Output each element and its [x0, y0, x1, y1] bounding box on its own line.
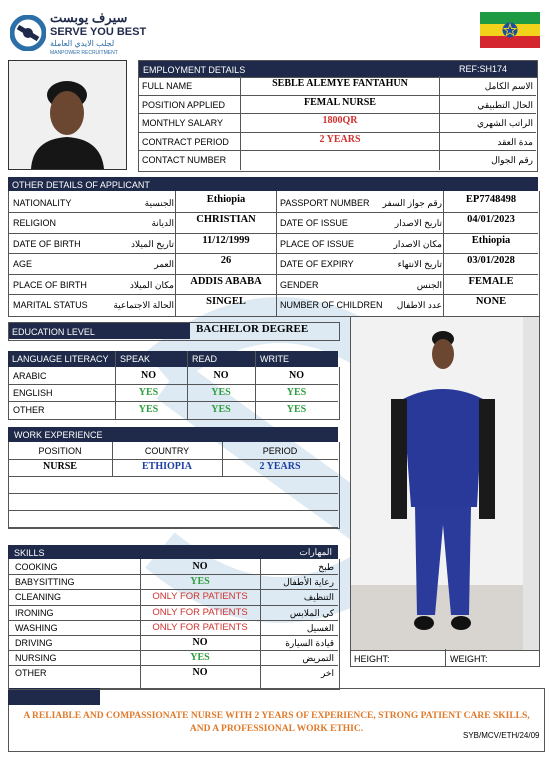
employment-value: SEBLE ALEMYE FANTAHUN: [272, 78, 408, 89]
employment-label-arabic: الحال التطبيقي: [477, 99, 533, 110]
language-name: OTHER: [13, 405, 45, 415]
other-details-header: [8, 177, 538, 191]
language-column-header: SPEAK: [120, 354, 151, 364]
summary-header-bar: [8, 688, 100, 705]
work-period: 2 YEARS: [259, 461, 301, 472]
other-label: GENDER: [280, 279, 319, 290]
employment-label: POSITION APPLIED: [142, 99, 226, 110]
language-column-header: WRITE: [260, 354, 289, 364]
other-value: EP7748498: [465, 194, 517, 205]
other-label-arabic: تاريخ الميلاد: [131, 238, 174, 249]
skill-value: YES: [190, 652, 210, 664]
employment-value: FEMAL NURSE: [304, 96, 376, 108]
weight-label: WEIGHT:: [450, 654, 488, 664]
skill-name: OTHER: [15, 668, 47, 679]
flag-emblem-icon: [502, 22, 518, 38]
other-value: 04/01/2023: [467, 214, 515, 226]
language-read-value: YES: [211, 387, 231, 398]
education-value: BACHELOR DEGREE: [196, 323, 309, 335]
other-label-arabic: تاريخ الاصدار: [394, 218, 442, 229]
employment-value: 1800QR: [322, 115, 358, 127]
other-label-arabic: مكان الاصدار: [393, 238, 442, 249]
summary-text: A RELIABLE AND COMPASSIONATE NURSE WITH 2 YEARS OF EXPERIENCE, STRONG PATIENT CARE SKILLS, AND A PROFESSIONAL WORK ETHIC.: [23, 711, 530, 734]
skill-name: IRONING: [15, 607, 54, 618]
other-label: DATE OF EXPIRY: [280, 259, 354, 270]
employment-label: MONTHLY SALARY: [142, 118, 224, 129]
other-label-arabic: عدد الاطفال: [396, 300, 442, 310]
language-name: ARABIC: [13, 371, 47, 381]
applicant-portrait-photo: [8, 60, 127, 170]
other-value: 03/01/2028: [467, 255, 515, 267]
logo-arabic: سيرف يوبست: [50, 10, 128, 25]
work-experience-header: [8, 427, 338, 442]
skill-name: CLEANING: [15, 592, 62, 603]
other-label: NUMBER OF CHILDREN: [280, 300, 383, 310]
skill-value: NO: [192, 637, 208, 648]
language-read-value: NO: [213, 370, 229, 381]
skills-header: [8, 545, 338, 559]
skill-name: WASHING: [15, 622, 58, 633]
employment-title: EMPLOYMENT DETAILS: [143, 65, 246, 75]
other-label: DATE OF BIRTH: [13, 238, 81, 249]
language-column-header: LANGUAGE LITERACY: [12, 354, 109, 364]
ethiopia-flag: [480, 12, 540, 48]
language-write-value: NO: [289, 370, 304, 381]
employment-value: 2 YEARS: [319, 133, 361, 145]
logo-english: SERVE YOU BEST: [50, 26, 147, 38]
skill-value: ONLY FOR PATIENTS: [152, 591, 248, 603]
language-column-header: READ: [192, 354, 218, 364]
other-value: CHRISTIAN: [196, 214, 256, 226]
skill-name: BABYSITTING: [15, 577, 75, 588]
skill-value: NO: [192, 667, 208, 679]
skill-name-arabic: طبخ: [318, 562, 334, 572]
skills-title: SKILLS: [14, 548, 45, 558]
other-label: AGE: [13, 259, 33, 270]
other-label-arabic: رقم جواز السفر: [382, 198, 442, 208]
other-details-title: OTHER DETAILS OF APPLICANT: [12, 180, 150, 190]
height-label: HEIGHT:: [354, 654, 390, 664]
other-value: 26: [220, 255, 232, 267]
language-read-value: YES: [211, 404, 231, 415]
language-speak-value: YES: [138, 387, 159, 398]
skill-name-arabic: قيادة السيارة: [285, 638, 334, 648]
skill-value: NO: [192, 561, 208, 572]
employment-label-arabic: مدة العقد: [497, 136, 533, 147]
language-write-value: YES: [286, 387, 307, 398]
other-label-arabic: تاريخ الانتهاء: [397, 259, 442, 270]
employment-label: CONTACT NUMBER: [142, 155, 227, 166]
employment-label-arabic: رقم الجوال: [491, 155, 533, 166]
other-value: FEMALE: [468, 275, 514, 287]
education-label: EDUCATION LEVEL: [12, 327, 95, 337]
other-label: PASSPORT NUMBER: [280, 198, 370, 208]
other-label: PLACE OF ISSUE: [280, 238, 355, 249]
work-experience-title: WORK EXPERIENCE: [14, 430, 103, 440]
employment-label: CONTRACT PERIOD: [142, 136, 229, 147]
other-label: NATIONALITY: [13, 198, 72, 208]
other-label-arabic: الجنسية: [144, 198, 174, 208]
skill-name-arabic: التمريض: [302, 653, 334, 664]
other-label-arabic: مكان الميلاد: [129, 279, 174, 290]
footer-code: SYB/MCV/ETH/24/09: [463, 731, 540, 740]
other-label-arabic: الجنس: [416, 279, 442, 290]
other-label-arabic: الديانة: [151, 218, 174, 229]
other-value: ADDIS ABABA: [190, 275, 262, 287]
other-value: 11/12/1999: [202, 234, 250, 246]
ref-number: REF:SH174: [458, 64, 507, 74]
other-label: PLACE OF BIRTH: [13, 279, 87, 290]
skill-name-arabic: التنظيف: [303, 592, 334, 603]
other-value: Ethiopia: [471, 234, 511, 246]
language-speak-value: NO: [141, 370, 156, 381]
work-position: NURSE: [43, 461, 77, 472]
other-value: NONE: [475, 296, 507, 307]
work-country: ETHIOPIA: [141, 461, 192, 472]
skill-value: ONLY FOR PATIENTS: [152, 606, 248, 618]
applicant-full-photo: [350, 316, 540, 651]
employment-header: [139, 61, 537, 77]
other-value: SINGEL: [206, 296, 246, 307]
other-label: MARITAL STATUS: [13, 300, 88, 310]
skill-name-arabic: كي الملابس: [289, 607, 334, 618]
logo-sub-english: MANPOWER RECRUITMENT: [50, 50, 118, 56]
logo-sub-arabic: لجلب الايدي العاملة: [50, 39, 115, 48]
language-name: ENGLISH: [13, 388, 53, 398]
other-label-arabic: العمر: [154, 259, 174, 270]
skill-name: DRIVING: [15, 638, 53, 648]
other-label: DATE OF ISSUE: [280, 218, 348, 229]
skills-title-arabic: المهارات: [299, 547, 332, 557]
employment-label-arabic: الاسم الكامل: [484, 81, 533, 91]
skill-name-arabic: الغسيل: [306, 622, 334, 633]
skill-value: YES: [190, 576, 210, 588]
skill-name-arabic: رعاية الأطفال: [283, 577, 334, 588]
other-label-arabic: الحالة الاجتماعية: [113, 300, 174, 310]
skill-name-arabic: اخر: [320, 668, 334, 679]
work-column-header: POSITION: [38, 446, 82, 456]
company-logo: [10, 10, 147, 58]
employment-label: FULL NAME: [142, 81, 193, 91]
skill-name: COOKING: [15, 562, 58, 572]
skill-value: ONLY FOR PATIENTS: [152, 621, 248, 633]
language-write-value: YES: [286, 404, 307, 415]
language-speak-value: YES: [138, 404, 159, 415]
work-column-header: PERIOD: [262, 446, 298, 456]
work-column-header: COUNTRY: [144, 446, 190, 456]
other-label: RELIGION: [13, 218, 57, 229]
other-value: Ethiopia: [206, 194, 246, 205]
logo-mark-icon: [10, 15, 46, 51]
skill-name: NURSING: [15, 653, 57, 664]
employment-label-arabic: الراتب الشهري: [477, 118, 533, 129]
